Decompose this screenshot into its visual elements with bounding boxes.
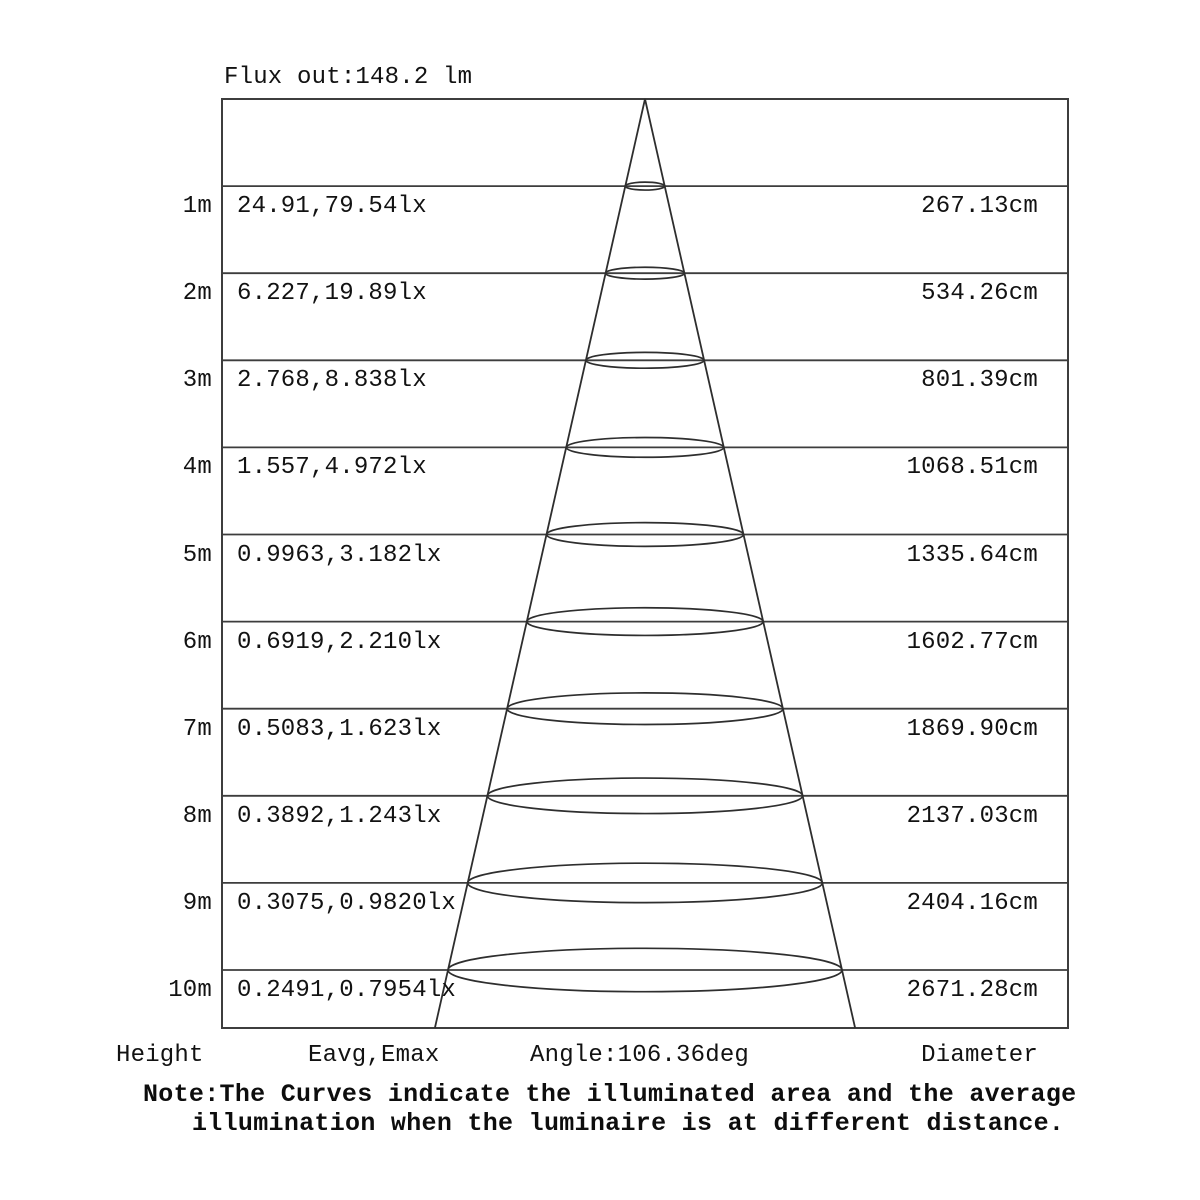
row-height-label: 7m [182,715,212,743]
row-height-label: 5m [182,541,212,569]
row-height-label: 1m [182,193,212,221]
row-eavg-emax-value: 0.3075,0.9820lx [237,889,457,917]
flux-title: Flux out:148.2 lm [224,64,473,91]
row-height-label: 2m [182,280,212,308]
height-axis-label: Height [116,1042,204,1069]
row-diameter-value: 1869.90cm [906,715,1038,743]
row-eavg-emax-value: 1.557,4.972lx [237,454,427,482]
row-diameter-value: 267.13cm [921,193,1038,221]
row-eavg-emax-value: 0.6919,2.210lx [237,628,442,656]
row-height-label: 8m [182,802,212,830]
row-height-label: 3m [182,367,212,395]
beam-angle-label: Angle:106.36deg [530,1042,750,1069]
eavg-emax-axis-label: Eavg,Emax [308,1042,440,1069]
row-eavg-emax-value: 2.768,8.838lx [237,367,427,395]
row-diameter-value: 2404.16cm [906,889,1038,917]
diameter-axis-label: Diameter [921,1042,1038,1069]
cone-edge-left [435,99,645,1028]
row-diameter-value: 1602.77cm [906,628,1038,656]
row-diameter-value: 2137.03cm [906,802,1038,830]
row-eavg-emax-value: 0.3892,1.243lx [237,802,442,830]
row-height-label: 9m [182,889,212,917]
row-diameter-value: 1068.51cm [906,454,1038,482]
row-eavg-emax-value: 0.5083,1.623lx [237,715,442,743]
row-height-label: 10m [168,977,212,1004]
note-line-1: Note:The Curves indicate the illuminated area and the average [143,1080,1077,1109]
row-diameter-value: 1335.64cm [906,541,1038,569]
row-diameter-value: 2671.28cm [906,977,1038,1004]
row-eavg-emax-value: 0.2491,0.7954lx [237,977,457,1004]
row-eavg-emax-value: 0.9963,3.182lx [237,541,442,569]
row-eavg-emax-value: 24.91,79.54lx [237,193,427,221]
note-line-2: illumination when the luminaire is at different distance. [192,1109,1065,1138]
row-height-label: 6m [182,628,212,656]
row-diameter-value: 534.26cm [921,280,1038,308]
row-eavg-emax-value: 6.227,19.89lx [237,280,427,308]
row-height-label: 4m [182,454,212,482]
row-diameter-value: 801.39cm [921,367,1038,395]
